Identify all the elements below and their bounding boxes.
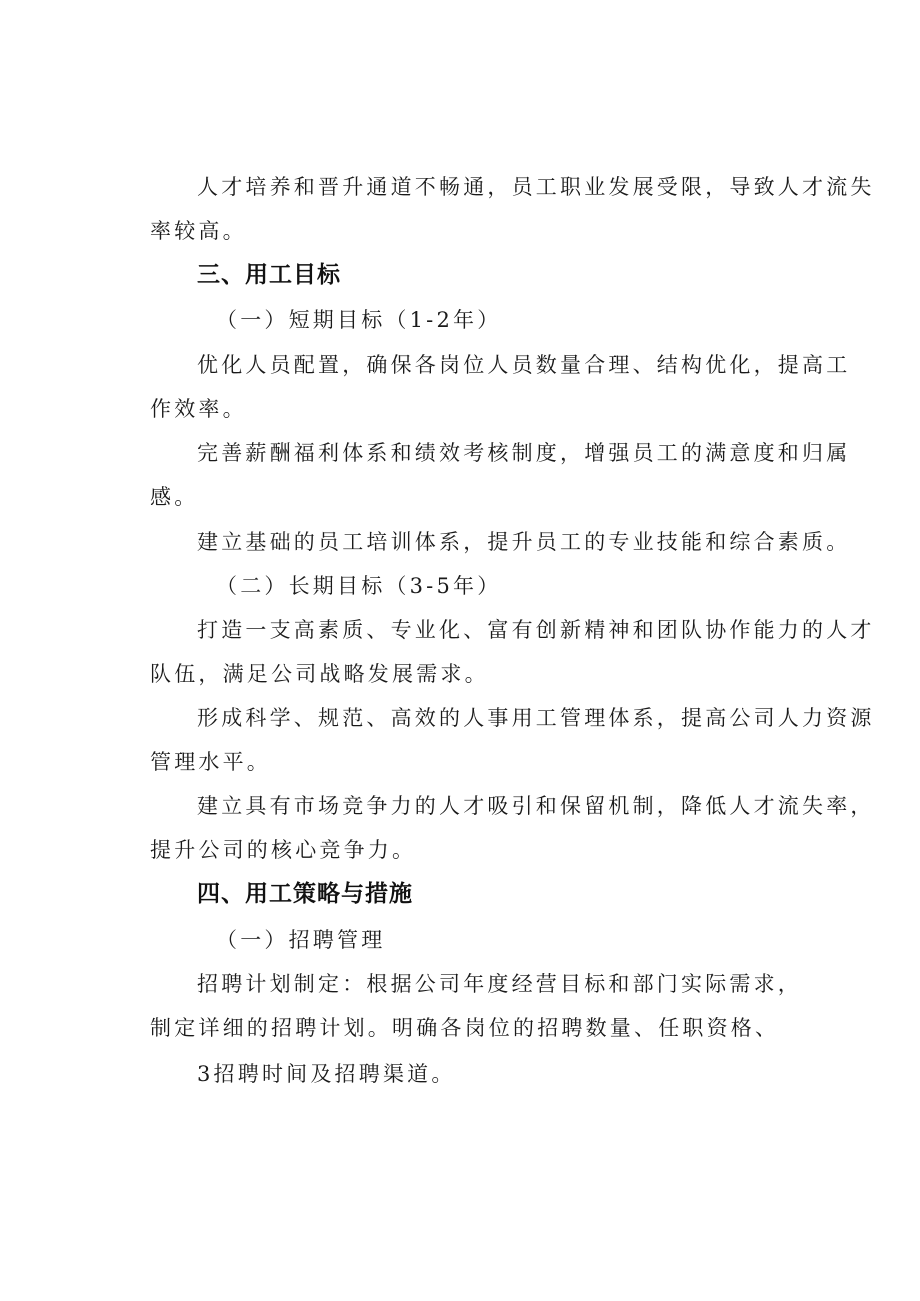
paragraph-line: 建立基础的员工培训体系，提升员工的专业技能和综合素质。 bbox=[197, 530, 851, 554]
section-heading-4: 四、用工策略与措施 bbox=[197, 881, 413, 907]
paragraph-line: 队伍，满足公司战略发展需求。 bbox=[150, 662, 489, 686]
paragraph-line: 形成科学、规范、高效的人事用工管理体系，提高公司人力资源 bbox=[197, 706, 875, 730]
paragraph-line: 建立具有市场竞争力的人才吸引和保留机制，降低人才流失率， bbox=[197, 794, 875, 818]
section-heading-3: 三、用工目标 bbox=[197, 262, 341, 288]
paragraph-line: 管理水平。 bbox=[150, 750, 271, 774]
paragraph-line: 招聘计划制定：根据公司年度经营目标和部门实际需求， bbox=[197, 972, 802, 996]
paragraph-line: 人才培养和晋升通道不畅通，员工职业发展受限，导致人才流失 bbox=[197, 175, 875, 199]
paragraph-line: 制定详细的招聘计划。明确各岗位的招聘数量、任职资格、 bbox=[150, 1016, 780, 1040]
paragraph-line: 提升公司的核心竞争力。 bbox=[150, 838, 417, 862]
paragraph-line: 3招聘时间及招聘渠道。 bbox=[197, 1062, 456, 1086]
paragraph-line: 感。 bbox=[150, 485, 199, 509]
subsection-heading-recruitment: （一）招聘管理 bbox=[216, 928, 386, 952]
paragraph-line: 率较高。 bbox=[150, 219, 247, 243]
subsection-heading-short-term: （一）短期目标（1-2年） bbox=[216, 308, 502, 332]
paragraph-line: 完善薪酬福利体系和绩效考核制度，增强员工的满意度和归属 bbox=[197, 441, 851, 465]
paragraph-line: 优化人员配置，确保各岗位人员数量合理、结构优化，提高工 bbox=[197, 353, 851, 377]
subsection-heading-long-term: （二）长期目标（3-5年） bbox=[216, 574, 502, 598]
paragraph-line: 打造一支高素质、专业化、富有创新精神和团队协作能力的人才 bbox=[197, 618, 875, 642]
paragraph-line: 作效率。 bbox=[150, 397, 247, 421]
